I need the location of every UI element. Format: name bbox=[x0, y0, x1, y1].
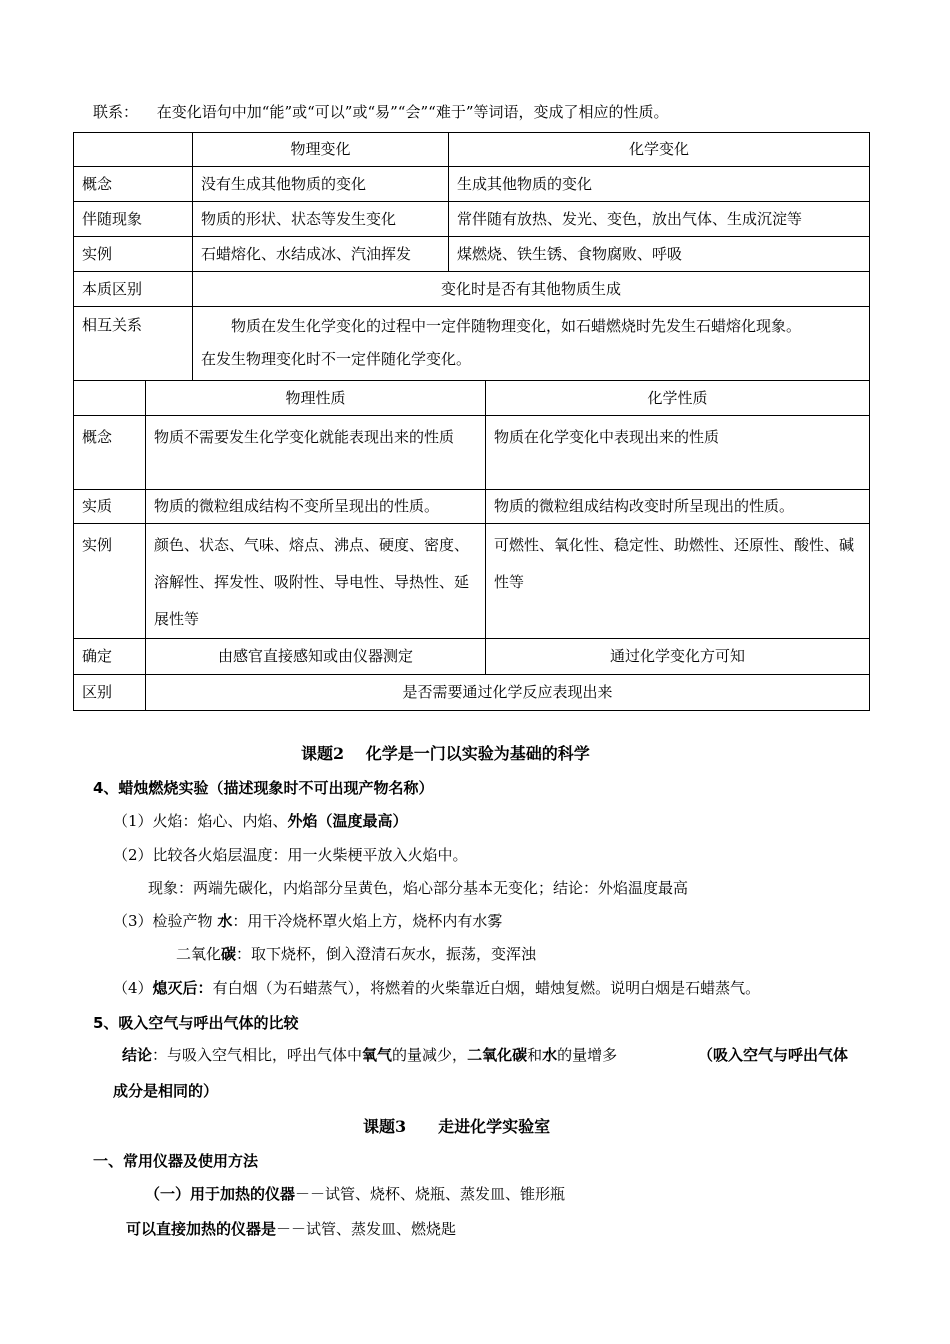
row-label: 伴随现象 bbox=[74, 202, 193, 237]
conclusion-text: ：与吸入空气相比，呼出气体中 bbox=[152, 1046, 363, 1064]
observation-line: 现象：两端先碳化，内焰部分呈黄色，焰心部分基本无变化；结论：外焰温度最高 bbox=[148, 879, 689, 897]
flame-text: （1）火焰：焰心、内焰、 bbox=[113, 812, 288, 830]
row-label: 区别 bbox=[74, 675, 146, 711]
table-row bbox=[74, 524, 870, 639]
section5-title: 5、吸入空气与呼出气体的比较 bbox=[93, 1014, 299, 1032]
relation-line-2: 在发生物理变化时不一定伴随化学变化。 bbox=[201, 350, 472, 368]
cell-chemical: 通过化学变化方可知 bbox=[486, 639, 870, 675]
water-label: 水 bbox=[217, 912, 233, 930]
relation-cell bbox=[193, 307, 870, 381]
cell-physical: 颜色、状态、气味、熔点、沸点、硬度、密度、溶解性、挥发性、吸附性、导电性、导热性、延展性等 bbox=[146, 524, 486, 639]
heating-label: （一）用于加热的仪器 bbox=[145, 1185, 296, 1203]
section4-title: 4、蜡烛燃烧实验（描述现象时不可出现产物名称） bbox=[93, 779, 434, 797]
table-header-row bbox=[74, 381, 870, 416]
table-row bbox=[74, 167, 870, 202]
header-chemical-property: 化学性质 bbox=[486, 381, 870, 416]
cell-chemical: 生成其他物质的变化 bbox=[449, 167, 870, 202]
conclusion-label: 结论 bbox=[122, 1046, 153, 1064]
direct-heating-label: 可以直接加热的仪器是 bbox=[126, 1220, 277, 1238]
row-label: 实质 bbox=[74, 490, 146, 524]
table-header-row bbox=[74, 133, 870, 167]
water-test: ：用干冷烧杯罩火焰上方，烧杯内有水雾 bbox=[232, 912, 503, 930]
co2-carbon: 碳 bbox=[221, 945, 237, 963]
oxygen-label: 氧气 bbox=[362, 1046, 393, 1064]
table-row bbox=[74, 639, 870, 675]
row-label: 本质区别 bbox=[74, 272, 193, 307]
extinguish-line bbox=[113, 977, 760, 998]
header-empty bbox=[74, 133, 193, 167]
cell-physical: 物质的形状、状态等发生变化 bbox=[193, 202, 449, 237]
conclusion-note-1: （吸入空气与呼出气体 bbox=[698, 1046, 849, 1064]
co2-test: ：取下烧杯，倒入澄清石灰水，振荡，变浑浊 bbox=[236, 945, 537, 963]
product-co2-line bbox=[176, 943, 536, 964]
conclusion-line bbox=[122, 1044, 617, 1065]
heating-list: －－试管、烧杯、烧瓶、蒸发皿、锥形瓶 bbox=[295, 1185, 566, 1203]
intro-label: 联系： bbox=[93, 103, 139, 121]
temperature-line: （2）比较各火焰层温度：用一火柴梗平放入火焰中。 bbox=[113, 846, 468, 864]
product-prefix: （3）检验产物 bbox=[113, 912, 218, 930]
row-label: 概念 bbox=[74, 167, 193, 202]
intro-text: 在变化语句中加“能”或“可以”或“易”“会”“难于”等词语，变成了相应的性质。 bbox=[156, 103, 669, 121]
topic2-title: 课题2 化学是一门以实验为基础的科学 bbox=[301, 744, 590, 763]
table-row bbox=[74, 416, 870, 490]
heating-instruments-line bbox=[145, 1183, 565, 1204]
conclusion-text: 和 bbox=[527, 1046, 543, 1064]
table-row-relation bbox=[74, 307, 870, 381]
essence-cell: 变化时是否有其他物质生成 bbox=[193, 272, 870, 307]
cell-chemical: 煤燃烧、铁生锈、食物腐败、呼吸 bbox=[449, 237, 870, 272]
cell-physical: 石蜡熔化、水结成冰、汽油挥发 bbox=[193, 237, 449, 272]
cell-physical: 没有生成其他物质的变化 bbox=[193, 167, 449, 202]
direct-heating-line bbox=[126, 1218, 456, 1239]
row-label: 概念 bbox=[74, 416, 146, 490]
table-row bbox=[74, 490, 870, 524]
extinguish-text: 有白烟（为石蜡蒸气），将燃着的火柴靠近白烟，蜡烛复燃。说明白烟是石蜡蒸气。 bbox=[212, 979, 761, 997]
row-label: 相互关系 bbox=[74, 307, 193, 381]
property-comparison-table bbox=[73, 380, 870, 711]
cell-chemical: 物质在化学变化中表现出来的性质 bbox=[486, 416, 870, 490]
topic3-title: 课题3 走进化学实验室 bbox=[363, 1117, 551, 1136]
conclusion-text: 的量增多 bbox=[557, 1046, 618, 1064]
relation-line-1: 物质在发生化学变化的过程中一定伴随物理变化，如石蜡燃烧时先发生石蜡熔化现象。 bbox=[231, 317, 802, 335]
conclusion-text: 的量减少， bbox=[392, 1046, 468, 1064]
header-empty bbox=[74, 381, 146, 416]
cell-chemical: 物质的微粒组成结构改变时所呈现出的性质。 bbox=[486, 490, 870, 524]
cell-chemical: 常伴随有放热、发光、变色，放出气体、生成沉淀等 bbox=[449, 202, 870, 237]
cell-physical: 物质不需要发生化学变化就能表现出来的性质 bbox=[146, 416, 486, 490]
diff-cell: 是否需要通过化学反应表现出来 bbox=[146, 675, 870, 711]
outer-flame-text: 外焰（温度最高） bbox=[287, 812, 408, 830]
cell-physical: 由感官直接感知或由仪器测定 bbox=[146, 639, 486, 675]
extinguish-label: 熄灭后： bbox=[152, 979, 213, 997]
table-row bbox=[74, 237, 870, 272]
co2-label: 二氧化碳 bbox=[467, 1046, 528, 1064]
row-label: 实例 bbox=[74, 237, 193, 272]
row-label: 实例 bbox=[74, 524, 146, 639]
extinguish-num: （4） bbox=[113, 979, 153, 997]
row-label: 确定 bbox=[74, 639, 146, 675]
header-chemical-change: 化学变化 bbox=[449, 133, 870, 167]
product-water-line bbox=[113, 910, 502, 931]
table-row bbox=[74, 202, 870, 237]
table-row-diff bbox=[74, 675, 870, 711]
direct-heating-list: －－试管、蒸发皿、燃烧匙 bbox=[276, 1220, 457, 1238]
change-comparison-table bbox=[73, 132, 870, 381]
co2-prefix: 二氧化 bbox=[176, 945, 222, 963]
water-label: 水 bbox=[542, 1046, 558, 1064]
cell-physical: 物质的微粒组成结构不变所呈现出的性质。 bbox=[146, 490, 486, 524]
intro-line bbox=[93, 101, 669, 122]
table-row-essence bbox=[74, 272, 870, 307]
cell-chemical: 可燃性、氧化性、稳定性、助燃性、还原性、酸性、碱性等 bbox=[486, 524, 870, 639]
header-physical-change: 物理变化 bbox=[193, 133, 449, 167]
conclusion-note-2: 成分是相同的） bbox=[113, 1082, 219, 1100]
header-physical-property: 物理性质 bbox=[146, 381, 486, 416]
flame-line bbox=[113, 810, 408, 831]
section1-title: 一、常用仪器及使用方法 bbox=[93, 1152, 259, 1170]
